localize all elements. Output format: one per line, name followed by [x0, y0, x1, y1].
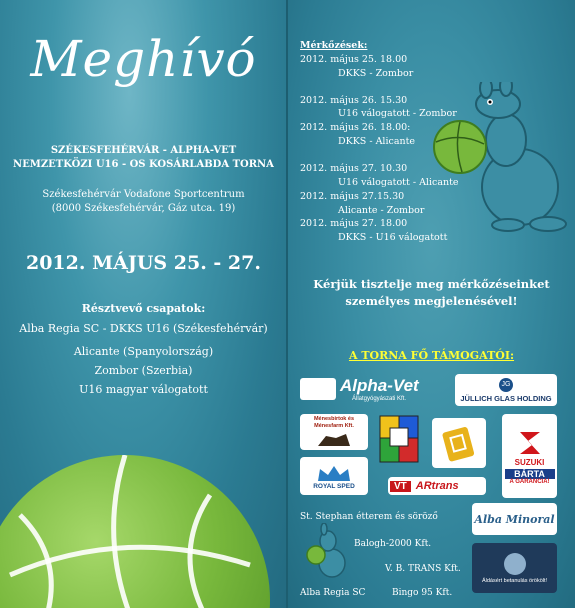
match-teams: U16 válogatott - Alicante	[338, 177, 459, 188]
royal-sped-name: ROYAL SPED	[313, 482, 355, 490]
suzuki-barta-logo	[502, 414, 557, 498]
event-line-2: NEMZETKÖZI U16 - OS KOSÁRLABDA TORNA	[13, 159, 274, 170]
match-time: 2012. május 27. 18.00	[300, 218, 408, 229]
teams-heading: Résztvevő csapatok:	[81, 302, 206, 315]
match-teams: U16 válogatott - Zombor	[338, 108, 457, 119]
tournament-date: 2012. MÁJUS 25. - 27.	[25, 252, 261, 274]
matches-heading: Mérkőzések:	[300, 40, 368, 51]
royal-sped-logo	[300, 457, 368, 495]
team-item: U16 magyar válogatott	[79, 383, 208, 396]
team-item: Alba Regia SC - DKKS U16 (Székesfehérvár)	[19, 322, 268, 335]
alba-minoral-name: Alba Minoral	[474, 512, 555, 526]
attendance-request	[288, 276, 575, 310]
match-time: 2012. május 26. 15.30	[300, 95, 408, 106]
stephan-sponsor: St. Stephan étterem és söröző	[300, 512, 438, 522]
match-teams: DKKS - U16 válogatott	[338, 232, 448, 243]
match-teams: DKKS - Zombor	[338, 68, 414, 79]
venue-line-2: (8000 Székesfehérvár, Gáz utca. 19)	[51, 203, 236, 214]
orosco-emblem-icon	[504, 553, 526, 575]
gold-tag-icon	[439, 423, 479, 463]
orosco-text: Áldásért betanulás örökölt!	[481, 577, 548, 584]
vbtrans-sponsor: V. B. TRANS Kft.	[385, 564, 461, 574]
match-time: 2012. május 27. 10.30	[300, 163, 408, 174]
tag-logo	[432, 418, 486, 468]
alba-regia-sponsor: Alba Regia SC	[300, 588, 366, 598]
event-line-1: SZÉKESFEHÉRVÁR - ALPHA-VET	[50, 145, 237, 156]
kangaroo-mascot-icon	[428, 82, 568, 232]
attendance-line-1: Kérjük tisztelje meg mérkőzéseinket	[313, 277, 550, 291]
artrans-vt: VT	[390, 481, 411, 492]
event-description	[0, 144, 287, 172]
small-kangaroo-icon	[306, 523, 350, 583]
bingo-sponsor: Bingo 95 Kft.	[392, 588, 453, 598]
match-time: 2012. május 27.15.30	[300, 191, 405, 202]
match-teams: DKKS - Alicante	[338, 136, 416, 147]
alphavet-logo	[300, 374, 446, 406]
match-time: 2012. május 26. 18.00:	[300, 122, 411, 133]
horse-icon	[314, 430, 354, 448]
alba-minoral-logo	[472, 503, 557, 535]
suzuki-name: SUZUKI	[514, 457, 545, 467]
crown-icon	[314, 463, 354, 483]
attendance-line-2: személyes megjelenésével!	[345, 294, 518, 308]
venue-line-1: Székesfehérvár Vodafone Sportcentrum	[42, 189, 245, 200]
balogh-sponsor: Balogh-2000 Kft.	[354, 539, 432, 549]
orosco-logo	[472, 543, 557, 593]
julich-badge: JG	[499, 378, 513, 392]
team-item: Alicante (Spanyolország)	[73, 345, 214, 358]
barta-subtitle: A GARANCIA!	[509, 478, 550, 485]
menes-logo	[300, 414, 368, 450]
match-time: 2012. május 25. 18.00	[300, 54, 408, 65]
invitation-title: Meghívó	[30, 30, 257, 88]
alphavet-subtitle: Állatgyógyászati Kft.	[352, 396, 407, 402]
suzuki-icon	[514, 428, 546, 458]
artrans-name: ARtrans	[415, 480, 459, 492]
alphavet-name: Alpha-Vet	[340, 376, 419, 395]
basketball-graphic	[0, 455, 270, 608]
menes-name: Ménesbirtok és Ménesfarm Kft.	[313, 416, 355, 429]
match-teams: Alicante - Zombor	[338, 205, 425, 216]
julich-logo	[455, 374, 557, 406]
julich-name: JÜLLICH GLAS HOLDING	[460, 393, 552, 403]
barta-name: BÁRTA	[505, 469, 555, 479]
sponsors-heading: A TORNA FŐ TÁMOGATÓI:	[348, 349, 515, 362]
team-item: Zombor (Szerbia)	[94, 364, 193, 377]
venue	[0, 188, 287, 216]
colorful-cube-logo	[378, 414, 420, 466]
artrans-logo	[388, 477, 486, 495]
